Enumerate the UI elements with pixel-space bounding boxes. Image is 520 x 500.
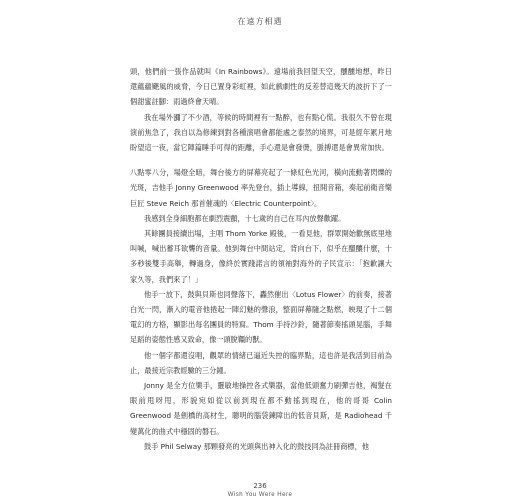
paragraph: 他手一放下，鼓與貝斯也同聲落下，轟然催出〈Lotus Flower〉的前奏，接著白光一閃，漸入的電音他捲起一陣幻魅的聲浪，整面屏幕隨之點燃，映現了十二個電幻的方格，顯影出每名團員的特寫。Thom 手持沙鈴，隨著節奏搖頭晃腦，手舞足蹈的姿態性感又致命，像一頭脫韁的獸。 [130, 289, 392, 345]
body-text [130, 64, 392, 454]
running-header: 在遠方相遇 [237, 17, 283, 26]
paragraph: Jonny 是全方位樂手，靈敏地操控各式樂器，當他低頭奮力刷彈吉他，褐髮在眼前甩呀甩，形貌宛如從以前到現在都不動搖到現在，他的哥哥 Colin Greenwood 是劍橋的高材生，聰明的腦袋鍊障出的低音貝斯，是 Radiohead 千變萬化的曲式中穩固的磐石。 [130, 381, 392, 436]
paragraph: 鼓手 Phil Selway 那顆發亮的光頭與出神入化的鼓技同為註冊商標，他 [144, 441, 369, 451]
paragraph: 我感到全身細胞都在劇烈震顫，十七歲的自己在耳內放聲歡躍。 [144, 213, 346, 223]
page-number: 236 [253, 482, 267, 490]
paragraph: 八點零八分，場燈全暗，舞台後方的屏幕亮起了一條紅色光河，橫向流動著閃爍的光斑，吉他手 Jonny Greenwood 率先登台，插上導線，扭開音箱，奏起前衛音樂巨匠 Steve Reich 那首催魂的〈Electric Counterpoint〉。 [130, 168, 392, 208]
paragraph: 頭，他們前一張作品就叫《In Rainbows》。遠場前我回望天空，醺醺地想，昨日還蘊蘊颶風的威脅，今日已置身彩虹裡，如此戲劇性的反差替這幾天的波折下了一個甜蜜註腳：雨過終會天晴。 [130, 67, 392, 107]
paragraph: 其餘團員接續出場，主唱 Thom Yorke 殿後，一看見他，群眾開始歡無底里地叫喊，喊出蓄耳欲聾的音量。他到舞台中間站定，背向台下，似乎在醞釀什麼，十多秒後雙手高舉，轉過身，像終於實踐諾言的領袖對海外的子民宣示：「抱歉讓大家久等，我們來了！」 [130, 229, 392, 284]
paragraph: 他一個字都還沒唱，觀眾的情緒已逼近失控的臨界點，這也許是我活到目前為止，最接近宗教經驗的三分鐘。 [130, 350, 392, 375]
paragraph: 我在場外瀰了不少酒，等候的時間裡有一點醉，也有點心慌。我很久不曾在現演前焦急了，我自以為修練到對各種演唱會都能處之泰然的境界，可是經年累月地盼望這一夜，當它陣篇睡手可得的距離，手心還是會發燙，脈搏還是會異常加快。 [130, 112, 392, 153]
footer-title: Wish You Were Here [227, 492, 293, 498]
